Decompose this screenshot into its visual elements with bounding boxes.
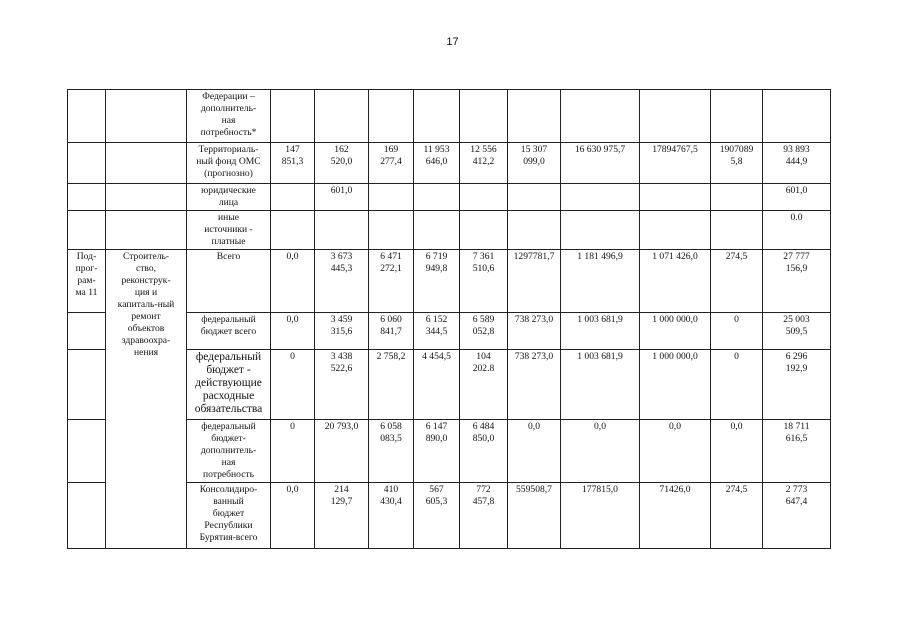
value-cell: 147 851,3 [271,143,315,184]
budget-table [67,89,831,549]
value-cell: 3 438 522,6 [315,350,369,420]
value-cell [414,90,460,143]
value-cell: 1 003 681,9 [561,350,640,420]
program-cell [68,184,106,211]
value-cell: 16 630 975,7 [561,143,640,184]
value-cell: 6 058 083,5 [369,420,414,483]
value-cell: 4 454,5 [414,350,460,420]
value-cell: 0 [711,350,763,420]
page-number: 17 [446,36,459,48]
value-cell: 274,5 [711,483,763,549]
value-cell: 559508,7 [508,483,561,549]
value-cell: 20 793,0 [315,420,369,483]
program-cell [68,350,106,420]
value-cell [640,211,711,250]
value-cell: 601,0 [763,184,831,211]
value-cell [315,90,369,143]
value-cell: 567 605,3 [414,483,460,549]
source-cell: иные источники - платные [187,211,271,250]
value-cell: 93 893 444,9 [763,143,831,184]
value-cell [711,211,763,250]
event-cell [106,211,187,250]
source-cell: Федерации – дополнитель- ная потребность* [187,90,271,143]
value-cell: 1907089 5,8 [711,143,763,184]
value-cell: 772 457,8 [460,483,508,549]
value-cell: 27 777 156,9 [763,250,831,313]
table-row [68,211,831,250]
value-cell [369,211,414,250]
value-cell: 162 520,0 [315,143,369,184]
value-cell [508,184,561,211]
value-cell [460,90,508,143]
value-cell: 15 307 099,0 [508,143,561,184]
value-cell: 0,0 [508,420,561,483]
value-cell [508,211,561,250]
value-cell: 0.0 [763,211,831,250]
program-cell [68,143,106,184]
source-cell: федеральный бюджет всего [187,313,271,350]
value-cell: 738 273,0 [508,313,561,350]
table-row [68,250,831,313]
value-cell: 214 129,7 [315,483,369,549]
value-cell: 1 071 426,0 [640,250,711,313]
source-cell: Территориаль- ный фонд ОМС (прогнозно) [187,143,271,184]
value-cell: 177815,0 [561,483,640,549]
source-cell: Всего [187,250,271,313]
value-cell: 601,0 [315,184,369,211]
program-cell [68,90,106,143]
value-cell: 18 711 616,5 [763,420,831,483]
program-cell [68,420,106,483]
value-cell: 6 471 272,1 [369,250,414,313]
value-cell [711,90,763,143]
value-cell [561,184,640,211]
value-cell: 11 953 646,0 [414,143,460,184]
value-cell [508,90,561,143]
value-cell: 17894767,5 [640,143,711,184]
value-cell: 6 296 192,9 [763,350,831,420]
value-cell: 6 060 841,7 [369,313,414,350]
value-cell [640,90,711,143]
source-cell: федеральный бюджет- дополнитель- ная потребность [187,420,271,483]
value-cell: 0 [271,350,315,420]
program-cell [68,313,106,350]
value-cell: 7 361 510,6 [460,250,508,313]
value-cell [763,90,831,143]
value-cell: 71426,0 [640,483,711,549]
value-cell: 6 152 344,5 [414,313,460,350]
value-cell: 3 673 445,3 [315,250,369,313]
value-cell [561,211,640,250]
value-cell [414,211,460,250]
value-cell [414,184,460,211]
value-cell [711,184,763,211]
event-cell [106,90,187,143]
value-cell: 6 589 052,8 [460,313,508,350]
value-cell: 12 556 412,2 [460,143,508,184]
value-cell: 1297781,7 [508,250,561,313]
value-cell: 0,0 [640,420,711,483]
value-cell: 0,0 [271,250,315,313]
value-cell: 169 277,4 [369,143,414,184]
value-cell: 2 758,2 [369,350,414,420]
value-cell: 1 181 496,9 [561,250,640,313]
value-cell: 1 000 000,0 [640,313,711,350]
value-cell: 410 430,4 [369,483,414,549]
table-row [68,90,831,143]
value-cell: 25 003 509,5 [763,313,831,350]
value-cell: 0 [711,313,763,350]
source-cell: федеральный бюджет - действующие расходные обязательства [187,350,271,420]
value-cell [460,184,508,211]
value-cell: 274,5 [711,250,763,313]
value-cell: 104 202.8 [460,350,508,420]
value-cell [460,211,508,250]
event-cell [106,143,187,184]
table-row [68,143,831,184]
value-cell [271,90,315,143]
event-cell [106,184,187,211]
value-cell: 1 000 000,0 [640,350,711,420]
value-cell: 738 273,0 [508,350,561,420]
value-cell: 0,0 [561,420,640,483]
program-cell [68,211,106,250]
value-cell [640,184,711,211]
value-cell [369,90,414,143]
value-cell: 1 003 681,9 [561,313,640,350]
source-cell: юридические лица [187,184,271,211]
program-cell: Под- прог- рам- ма 11 [68,250,106,313]
source-cell: Консолидиро- ванный бюджет Республики Бурятия-всего [187,483,271,549]
value-cell: 2 773 647,4 [763,483,831,549]
value-cell [369,184,414,211]
value-cell [271,184,315,211]
value-cell: 0 [271,420,315,483]
value-cell: 0,0 [711,420,763,483]
value-cell [271,211,315,250]
table-row [68,184,831,211]
value-cell: 0,0 [271,483,315,549]
value-cell [561,90,640,143]
value-cell: 6 484 850,0 [460,420,508,483]
value-cell: 6 147 890,0 [414,420,460,483]
value-cell: 6 719 949,8 [414,250,460,313]
value-cell [315,211,369,250]
event-cell: Строитель- ство, реконструк- ция и капиталь-ный ремонт объектов здравоохра- нения [106,250,187,549]
value-cell: 3 459 315,6 [315,313,369,350]
program-cell [68,483,106,549]
value-cell: 0,0 [271,313,315,350]
